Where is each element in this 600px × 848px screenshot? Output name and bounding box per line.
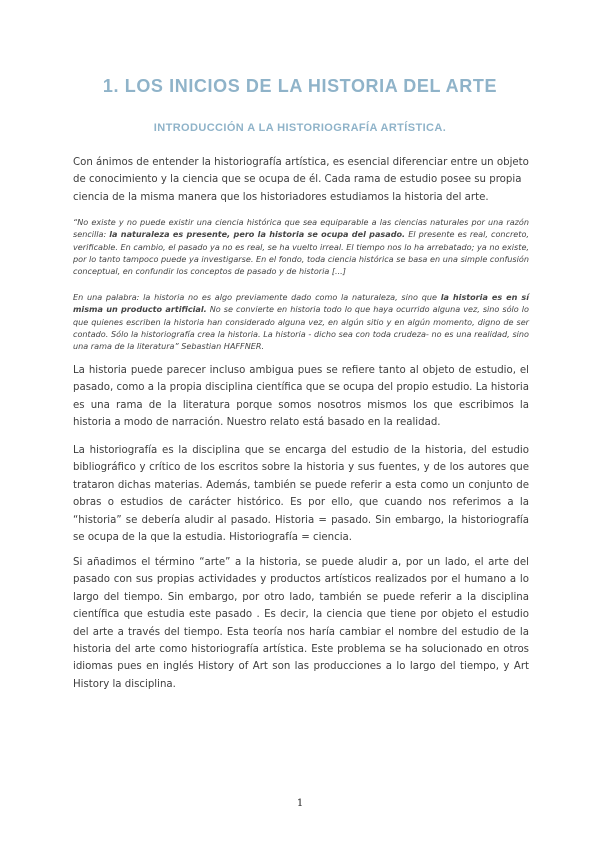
quote-2-text-a: En una palabra: la historia no es algo previamente dado como la naturaleza, sino que xyxy=(73,292,441,302)
paragraph-historiography: La historiografía es la disciplina que se encarga del estudio de la historia, del estudio bibliográfico y crítico de los escritos sobre la historia y sus fuentes, y de los autores que trataron dichas materias. Además, también se puede referir a esta como un conjunto de obras o estudios de carácter histórico. Es por ello, que cuando nos referimos a la “historia” se debería aludir al pasado. Historia = pasado. Sin embargo, la historiografía se ocupa de la que la estudia. Historiografía = ciencia. xyxy=(73,445,529,544)
section-subtitle: INTRODUCCIÓN A LA HISTORIOGRAFÍA ARTÍSTICA. xyxy=(153,122,447,134)
quote-block-1 xyxy=(73,216,529,277)
quote-1-text-a: “No existe y no puede existir una ciencia histórica que sea equiparable a las ciencias naturales por una razón sencilla: xyxy=(73,217,529,240)
paragraph-history: La historia puede parecer incluso ambigua pues se refiere tanto al objeto de estudio, el pasado, como a la propia disciplina científica que se ocupa del propio estudio. La historia es una rama de la literatura porque somos nosotros mismos los que escribimos la historia a modo de narración. Nuestro relato está basado en la realidad. xyxy=(73,365,529,429)
quote-2-text-b: No se convierte en historia todo lo que haya ocurrido alguna vez, sino sólo lo que quienes escriben la historia han considerado alguna vez, en algún sitio y en algún momento, digno de ser contado. Sólo la historiografía crea la historia. La historia - dicho sea con toda crudeza- no es una realidad, sino una rama de la literatura” Sebastian HAFFNER. xyxy=(73,304,529,352)
paragraph-art-history: Si añadimos el término “arte” a la historia, se puede aludir a, por un lado, el arte del pasado con sus propias actividades y productos artísticos realizados por el humano a lo largo del tiempo. Sin embargo, por otro lado, también se puede referir a la disciplina científica que estudia este pasado . Es decir, la ciencia que tiene por objeto el estudio del arte a través del tiempo. Esta teoría nos haría cambiar el nombre del estudio de la historia del arte como historiografía artística. Este problema se ha solucionado en otros idiomas pues en inglés History of Art son las producciones a lo largo del tiempo, y Art History la disciplina. xyxy=(73,557,529,690)
quote-1-bold: la naturaleza es presente, pero la historia se ocupa del pasado. xyxy=(109,229,406,240)
quote-1-text-b: El presente es real, concreto, verificable. En cambio, el pasado ya no es real, se ha vuelto irreal. El tiempo nos lo ha arrebatado; ya no existe, por lo tanto tampoco puede ya investigarse. En el fondo, toda ciencia histórica se basa en una simple confusión conceptual, en confundir los conceptos de pasado y de historia [...] xyxy=(73,229,529,277)
quote-block-2 xyxy=(73,291,529,352)
quote-2-bold: la historia es en sí misma un producto artificial. xyxy=(73,292,530,315)
intro-paragraph: Con ánimos de entender la historiografía artística, es esencial diferenciar entre un objeto de conocimiento y la ciencia que se ocupa de él. Cada rama de estudio posee su propia ciencia de la misma manera que los historiadores estudiamos la historia del arte. xyxy=(73,157,529,203)
page-number: 1 xyxy=(296,798,304,809)
page-title: 1. LOS INICIOS DE LA HISTORIA DEL ARTE xyxy=(102,76,498,96)
